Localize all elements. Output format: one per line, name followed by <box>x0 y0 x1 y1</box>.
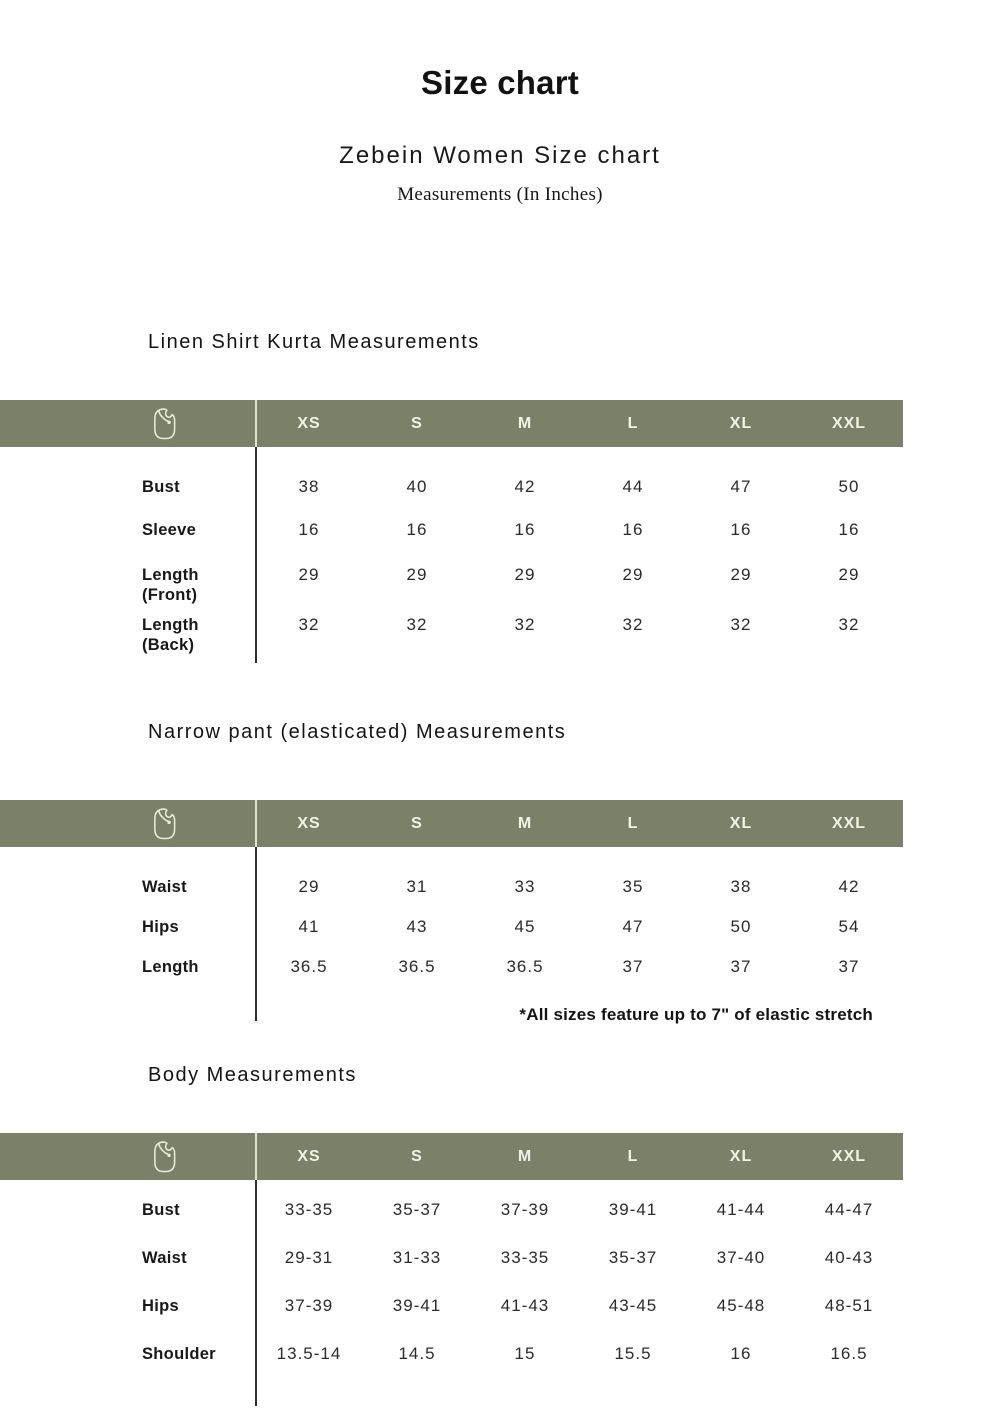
measurement-value: 41-43 <box>500 1296 550 1315</box>
elastic-stretch-note: *All sizes feature up to 7" of elastic stretch <box>519 1005 873 1024</box>
measurement-value: 37 <box>730 957 752 976</box>
measurement-value: 48-51 <box>824 1296 874 1315</box>
measurement-value: 39-41 <box>392 1296 442 1315</box>
row-label: Hips <box>142 1297 179 1315</box>
measurement-value: 15.5 <box>614 1344 652 1363</box>
size-header-band <box>0 400 903 447</box>
zebein-brand-logo-icon <box>151 1139 178 1175</box>
measurement-value: 37-39 <box>500 1200 550 1219</box>
zebein-brand-logo-icon <box>151 406 178 442</box>
row-label-cell <box>0 1248 255 1268</box>
measurement-value: 29 <box>622 565 644 584</box>
measurement-value: 14.5 <box>398 1344 436 1363</box>
page-subtitle: Zebein Women Size chart <box>339 142 661 169</box>
measurement-row <box>0 615 903 655</box>
measurement-value: 33-35 <box>284 1200 334 1219</box>
measurement-value: 36.5 <box>398 957 436 976</box>
column-divider-light <box>255 1133 257 1180</box>
row-label-cell <box>0 520 255 540</box>
column-divider-dark <box>255 847 257 1021</box>
row-label-cell <box>0 957 255 977</box>
row-label: Hips <box>142 918 179 936</box>
measurement-value: 37-39 <box>284 1296 334 1315</box>
column-divider-light <box>255 800 257 847</box>
row-label: Shoulder <box>142 1345 216 1363</box>
units-note: Measurements (In Inches) <box>397 184 603 205</box>
measurement-value: 42 <box>514 477 536 496</box>
measurement-row <box>0 477 903 497</box>
measurement-value: 32 <box>838 615 860 634</box>
measurement-value: 38 <box>298 477 320 496</box>
section-heading: Linen Shirt Kurta Measurements <box>148 331 480 353</box>
size-column-header: XS <box>297 414 321 432</box>
row-label: Bust <box>142 478 180 496</box>
row-label: Waist <box>142 878 187 896</box>
measurement-value: 41-44 <box>716 1200 766 1219</box>
size-header-band <box>0 1133 903 1180</box>
measurement-row <box>0 1344 903 1364</box>
measurement-row <box>0 1200 903 1220</box>
measurement-value: 40-43 <box>824 1248 874 1267</box>
size-column-header: M <box>517 1147 533 1165</box>
size-column-header: XXL <box>831 814 867 832</box>
size-column-header: XL <box>729 814 753 832</box>
table-body <box>0 847 903 1021</box>
measurement-row <box>0 957 903 977</box>
measurement-value: 39-41 <box>608 1200 658 1219</box>
size-column-header: XS <box>297 1147 321 1165</box>
row-label-cell <box>0 477 255 497</box>
measurement-value: 29 <box>730 565 752 584</box>
size-column-header: S <box>411 814 423 832</box>
measurement-value: 16 <box>622 520 644 539</box>
row-label-cell <box>0 1200 255 1220</box>
zebein-brand-logo-icon <box>151 806 178 842</box>
column-divider-light <box>255 400 257 447</box>
row-label: Waist <box>142 1249 187 1267</box>
measurement-value: 13.5-14 <box>276 1344 342 1363</box>
measurement-value: 29 <box>838 565 860 584</box>
measurement-value: 32 <box>622 615 644 634</box>
size-column-header: XXL <box>831 1147 867 1165</box>
size-column-header: M <box>517 414 533 432</box>
measurement-value: 31-33 <box>392 1248 442 1267</box>
measurement-value: 15 <box>514 1344 536 1363</box>
logo-cell <box>0 400 255 447</box>
measurement-value: 47 <box>730 477 752 496</box>
measurement-value: 44-47 <box>824 1200 874 1219</box>
measurement-row <box>0 1248 903 1268</box>
measurement-row <box>0 917 903 937</box>
row-label-cell <box>0 615 255 655</box>
row-label: Bust <box>142 1201 180 1219</box>
measurement-value: 16.5 <box>830 1344 868 1363</box>
row-label: Sleeve <box>142 521 197 539</box>
measurement-value: 36.5 <box>290 957 328 976</box>
measurement-value: 16 <box>514 520 536 539</box>
measurement-value: 43-45 <box>608 1296 658 1315</box>
logo-cell <box>0 1133 255 1180</box>
column-divider-dark <box>255 1180 257 1406</box>
row-label: Length (Front) <box>142 566 199 604</box>
measurement-value: 38 <box>730 877 752 896</box>
measurement-value: 37 <box>838 957 860 976</box>
section-heading: Narrow pant (elasticated) Measurements <box>148 721 567 743</box>
size-column-header: XL <box>729 1147 753 1165</box>
measurement-value: 16 <box>730 1344 752 1363</box>
row-label-cell <box>0 1344 255 1364</box>
size-header-band <box>0 800 903 847</box>
measurement-value: 40 <box>406 477 428 496</box>
table-body <box>0 447 903 663</box>
row-label: Length <box>142 958 199 976</box>
size-column-header: S <box>411 414 423 432</box>
measurement-value: 32 <box>406 615 428 634</box>
measurement-value: 16 <box>298 520 320 539</box>
measurement-value: 32 <box>298 615 320 634</box>
measurement-value: 29 <box>298 877 320 896</box>
measurement-value: 29 <box>406 565 428 584</box>
measurement-value: 50 <box>730 917 752 936</box>
measurement-value: 37-40 <box>716 1248 766 1267</box>
size-column-header: L <box>627 414 639 432</box>
row-label-cell <box>0 917 255 937</box>
measurement-value: 47 <box>622 917 644 936</box>
size-column-header: XS <box>297 814 321 832</box>
size-column-header: L <box>627 1147 639 1165</box>
size-column-header: XXL <box>831 414 867 432</box>
measurement-row <box>0 520 903 540</box>
measurement-value: 35-37 <box>392 1200 442 1219</box>
measurement-value: 54 <box>838 917 860 936</box>
row-label-cell <box>0 877 255 897</box>
row-label: Length (Back) <box>142 616 199 654</box>
measurement-value: 37 <box>622 957 644 976</box>
measurement-value: 16 <box>730 520 752 539</box>
measurement-value: 29-31 <box>284 1248 334 1267</box>
measurement-value: 42 <box>838 877 860 896</box>
measurement-value: 45 <box>514 917 536 936</box>
measurement-value: 29 <box>514 565 536 584</box>
measurement-row <box>0 877 903 897</box>
measurement-value: 44 <box>622 477 644 496</box>
measurement-value: 33 <box>514 877 536 896</box>
measurement-value: 35 <box>622 877 644 896</box>
size-column-header: L <box>627 814 639 832</box>
measurement-row <box>0 565 903 605</box>
measurement-value: 16 <box>838 520 860 539</box>
measurement-row <box>0 1296 903 1316</box>
size-column-header: M <box>517 814 533 832</box>
measurement-value: 32 <box>730 615 752 634</box>
row-label-cell <box>0 1296 255 1316</box>
measurement-value: 43 <box>406 917 428 936</box>
measurement-value: 50 <box>838 477 860 496</box>
measurement-value: 33-35 <box>500 1248 550 1267</box>
section-heading: Body Measurements <box>148 1064 357 1086</box>
row-label-cell <box>0 565 255 605</box>
page-title: Size chart <box>421 64 579 101</box>
size-column-header: S <box>411 1147 423 1165</box>
logo-cell <box>0 800 255 847</box>
measurement-value: 41 <box>298 917 320 936</box>
size-column-header: XL <box>729 414 753 432</box>
measurement-value: 35-37 <box>608 1248 658 1267</box>
column-divider-dark <box>255 447 257 663</box>
measurement-value: 32 <box>514 615 536 634</box>
measurement-value: 29 <box>298 565 320 584</box>
measurement-value: 31 <box>406 877 428 896</box>
measurement-value: 16 <box>406 520 428 539</box>
measurement-value: 45-48 <box>716 1296 766 1315</box>
table-body <box>0 1180 903 1406</box>
measurement-value: 36.5 <box>506 957 544 976</box>
